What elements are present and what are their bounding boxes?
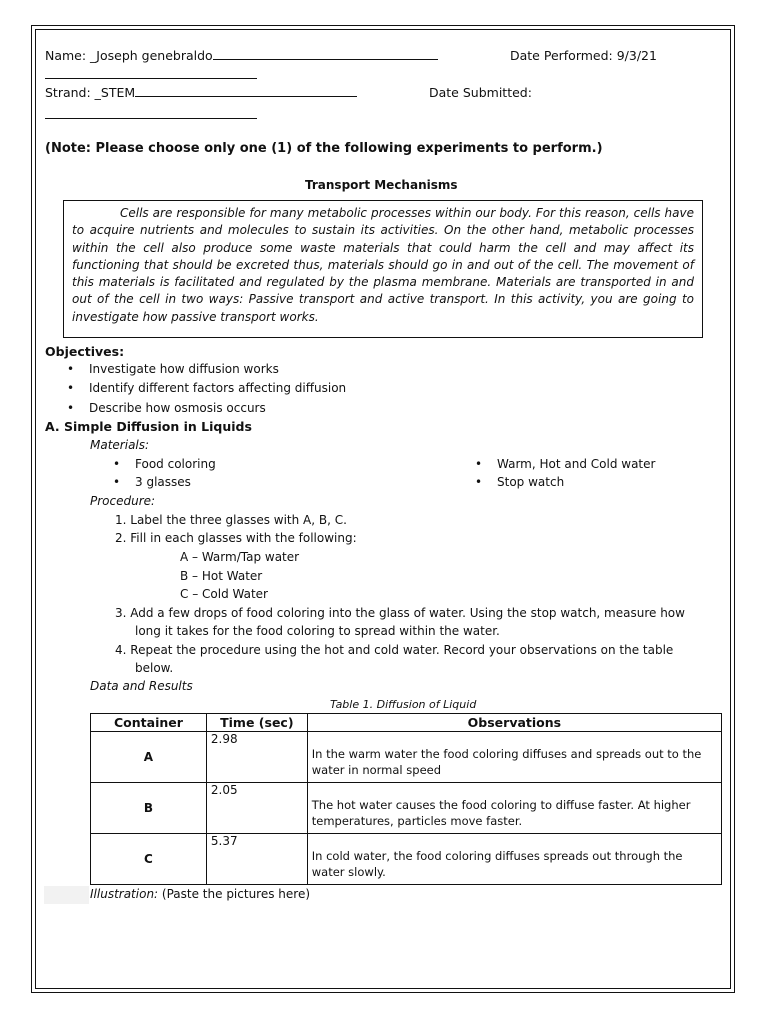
strand-underline-2	[45, 118, 257, 119]
objectives-heading: Objectives:	[45, 344, 125, 359]
illustration-label: Illustration:	[90, 887, 159, 901]
procedure-sub-item: A – Warm/Tap water	[180, 550, 300, 564]
procedure-step-cont: long it takes for the food coloring to spread within the water.	[135, 624, 500, 638]
container-cell: A	[91, 732, 207, 783]
time-cell: 5.37	[206, 834, 307, 885]
materials-label: Materials:	[90, 438, 150, 452]
highlight-shading	[44, 886, 89, 904]
material-item: • Stop watch	[497, 475, 564, 489]
section-title: Transport Mechanisms	[305, 178, 458, 192]
objective-item: • Identify different factors affecting diffusion	[89, 381, 346, 395]
illustration-line	[90, 887, 310, 901]
name-field: Name: _Joseph genebraldo	[45, 48, 438, 63]
procedure-label: Procedure:	[90, 494, 156, 508]
container-cell: B	[91, 783, 207, 834]
time-cell: 2.05	[206, 783, 307, 834]
objective-item: • Investigate how diffusion works	[89, 362, 279, 376]
name-underline-2	[45, 78, 257, 79]
procedure-step: 2. Fill in each glasses with the following:	[115, 531, 357, 545]
container-cell: C	[91, 834, 207, 885]
table-row	[91, 783, 722, 834]
intro-box	[63, 200, 703, 338]
observation-cell: The hot water causes the food coloring to diffuse faster. At higher temperatures, particles move faster.	[307, 783, 721, 834]
note: (Note: Please choose only one (1) of the following experiments to perform.)	[45, 141, 603, 156]
time-cell: 2.98	[206, 732, 307, 783]
table-row	[91, 732, 722, 783]
procedure-step: 4. Repeat the procedure using the hot and cold water. Record your observations on the table	[115, 643, 674, 657]
table-header-row	[91, 714, 722, 732]
procedure-sub-item: C – Cold Water	[180, 587, 268, 601]
table-row	[91, 834, 722, 885]
date-performed: Date Performed: 9/3/21	[510, 48, 657, 63]
procedure-step: 1. Label the three glasses with A, B, C.	[115, 513, 347, 527]
header-observations: Observations	[307, 714, 721, 732]
data-results-label: Data and Results	[90, 679, 193, 693]
material-item: • Warm, Hot and Cold water	[497, 457, 655, 471]
observation-cell: In the warm water the food coloring diffuses and spreads out to the water in normal speed	[307, 732, 721, 783]
procedure-step-cont: below.	[135, 661, 174, 675]
observation-cell: In cold water, the food coloring diffuses spreads out through the water slowly.	[307, 834, 721, 885]
date-submitted: Date Submitted:	[429, 85, 532, 100]
illustration-text: (Paste the pictures here)	[161, 887, 311, 901]
objective-item: • Describe how osmosis occurs	[89, 401, 266, 415]
strand-field: Strand: _STEM	[45, 85, 357, 100]
material-item: • 3 glasses	[135, 475, 191, 489]
procedure-step: 3. Add a few drops of food coloring into the glass of water. Using the stop watch, measure how	[115, 606, 685, 620]
header-time: Time (sec)	[206, 714, 307, 732]
procedure-sub-item: B – Hot Water	[180, 569, 263, 583]
header-container: Container	[91, 714, 207, 732]
intro-text: Cells are responsible for many metabolic processes within our body. For this reason, cells have to acquire nutrients and molecules to sustain its activities. On the other hand, metabolic processes within the cell also produce some waste materials that could harm the cell and may affect its functioning that should be excreted thus, materials should go in and out of the cell. The movement of this materials is facilitated and regulated by the plasma membrane. Materials are transported in and out of the cell in two ways: Passive transport and active transport. In this activity, you are going to investigate how passive transport works.	[72, 206, 694, 324]
results-table	[90, 713, 722, 885]
table-caption: Table 1. Diffusion of Liquid	[330, 698, 477, 711]
material-item: • Food coloring	[135, 457, 216, 471]
experiment-heading: A. Simple Diffusion in Liquids	[45, 419, 252, 434]
